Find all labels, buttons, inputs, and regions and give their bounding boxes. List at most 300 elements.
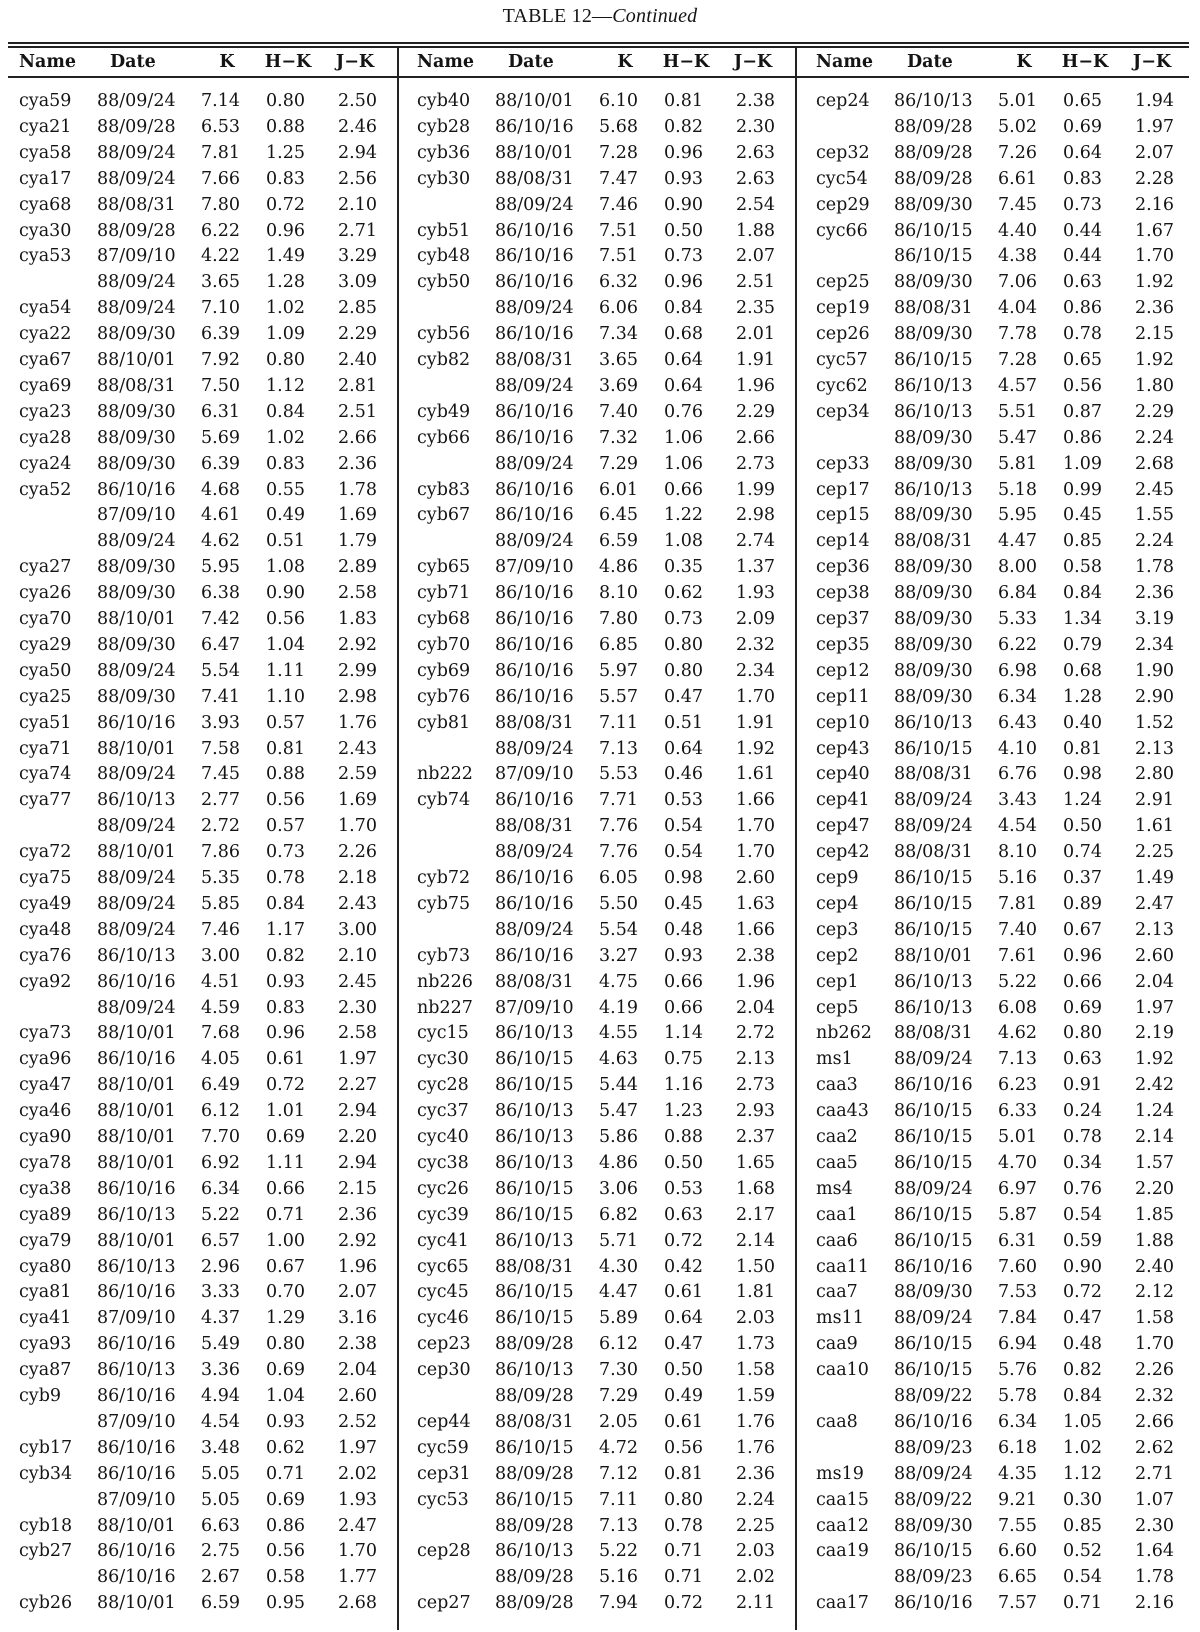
cell-jk: 1.88 — [736, 220, 775, 241]
cell-name: cep30 — [417, 1360, 471, 1381]
cell-date: 88/09/30 — [894, 1515, 973, 1536]
cell-name: cyb73 — [417, 945, 471, 966]
cell-date: 88/09/24 — [894, 1049, 973, 1070]
cell-name: cyc53 — [417, 1489, 469, 1510]
cell-k: 8.00 — [998, 557, 1037, 578]
cell-jk: 1.70 — [1135, 246, 1174, 267]
cell-date: 88/08/31 — [495, 816, 574, 837]
cell-k: 7.10 — [201, 298, 240, 319]
cell-k: 7.06 — [998, 272, 1037, 293]
cell-date: 86/10/15 — [894, 738, 973, 759]
cell-name: cyc26 — [417, 1178, 469, 1199]
cell-date: 88/09/30 — [894, 453, 973, 474]
cell-k: 5.05 — [201, 1489, 240, 1510]
cell-hk: 0.73 — [1063, 194, 1102, 215]
cell-k: 4.38 — [998, 246, 1037, 267]
cell-jk: 1.69 — [338, 505, 377, 526]
cell-hk: 0.63 — [1063, 1049, 1102, 1070]
cell-k: 5.16 — [599, 1567, 638, 1588]
cell-jk: 2.45 — [338, 971, 377, 992]
cell-name: caa3 — [816, 1075, 858, 1096]
cell-k: 5.54 — [599, 919, 638, 940]
cell-k: 6.34 — [998, 686, 1037, 707]
cell-date: 88/09/24 — [894, 816, 973, 837]
cell-hk: 0.74 — [1063, 842, 1102, 863]
cell-name: nb227 — [417, 997, 473, 1018]
cell-name: cyb74 — [417, 790, 471, 811]
cell-name — [816, 1435, 884, 1461]
cell-date: 88/09/24 — [97, 764, 176, 785]
cell-date: 88/08/31 — [894, 1023, 973, 1044]
cell-jk: 2.66 — [1135, 1411, 1174, 1432]
cell-hk: 0.86 — [266, 1515, 305, 1536]
cell-date: 86/10/13 — [97, 945, 176, 966]
cell-k: 7.76 — [599, 842, 638, 863]
cell-hk: 0.44 — [1063, 220, 1102, 241]
cell-name: cep11 — [816, 686, 870, 707]
cell-jk: 2.13 — [1135, 738, 1174, 759]
cell-name: cyb9 — [19, 1386, 62, 1406]
cell-hk: 0.81 — [1063, 738, 1102, 759]
cell-name: cyc59 — [417, 1437, 469, 1458]
cell-jk: 1.93 — [338, 1489, 377, 1510]
cell-k: 7.81 — [998, 893, 1037, 914]
cell-name: cyb50 — [417, 272, 471, 293]
cell-k: 7.13 — [998, 1049, 1037, 1070]
cell-hk: 0.85 — [1063, 1515, 1102, 1536]
cell-hk: 0.67 — [1063, 919, 1102, 940]
cell-hk: 0.80 — [1063, 1023, 1102, 1044]
cell-k: 5.97 — [599, 660, 638, 681]
cell-k: 5.01 — [998, 91, 1037, 111]
cell-date: 88/08/31 — [97, 375, 176, 396]
cell-k: 4.51 — [201, 971, 240, 992]
cell-hk: 0.45 — [664, 893, 703, 914]
cell-name — [19, 269, 87, 295]
cell-date: 86/10/16 — [495, 324, 574, 345]
cell-k: 7.80 — [201, 194, 240, 215]
cell-jk: 2.40 — [1135, 1256, 1174, 1277]
cell-k: 6.92 — [201, 1152, 240, 1173]
cell-name: cya49 — [19, 893, 72, 914]
cell-name — [417, 528, 485, 554]
cell-jk: 1.66 — [736, 790, 775, 811]
cell-name: cyc45 — [417, 1282, 469, 1303]
cell-date: 87/09/10 — [97, 246, 176, 267]
cell-jk: 2.72 — [736, 1023, 775, 1044]
cell-hk: 0.50 — [664, 220, 703, 241]
cell-name: cyb70 — [417, 634, 471, 655]
cell-k: 2.77 — [201, 790, 240, 811]
cell-date: 88/08/31 — [495, 1256, 574, 1277]
cell-name: cyb17 — [19, 1437, 73, 1458]
cell-k: 6.22 — [998, 634, 1037, 655]
cell-jk: 2.58 — [338, 1023, 377, 1044]
cell-name: cyc39 — [417, 1204, 469, 1225]
cell-jk: 2.90 — [1135, 686, 1174, 707]
cell-k: 5.22 — [998, 971, 1037, 992]
cell-date: 88/09/28 — [495, 1334, 574, 1355]
cell-hk: 0.51 — [664, 712, 703, 733]
cell-hk: 1.29 — [266, 1308, 305, 1329]
cell-date: 88/08/31 — [894, 842, 973, 863]
cell-k: 4.86 — [599, 557, 638, 578]
cell-jk: 2.93 — [736, 1101, 775, 1122]
cell-hk: 0.72 — [266, 1075, 305, 1096]
cell-hk: 0.69 — [1063, 116, 1102, 137]
cell-k: 6.82 — [599, 1204, 638, 1225]
cell-date: 86/10/15 — [894, 220, 973, 241]
cell-jk: 2.60 — [736, 868, 775, 888]
cell-k: 3.48 — [201, 1437, 240, 1458]
cell-name: caa8 — [816, 1411, 858, 1432]
cell-k: 5.89 — [599, 1308, 638, 1329]
cell-k: 6.38 — [201, 583, 240, 604]
cell-name — [19, 528, 87, 554]
cell-jk: 1.70 — [736, 686, 775, 707]
cell-jk: 2.38 — [736, 91, 775, 111]
cell-jk: 1.73 — [736, 1334, 775, 1355]
cell-k: 7.53 — [998, 1282, 1037, 1303]
cell-hk: 0.87 — [1063, 401, 1102, 422]
cell-k: 7.61 — [998, 945, 1037, 966]
cell-date: 86/10/15 — [894, 919, 973, 940]
cell-hk: 1.16 — [664, 1075, 703, 1096]
cell-jk: 2.12 — [1135, 1282, 1174, 1303]
cell-name: cya17 — [19, 168, 72, 189]
cell-name: cya74 — [19, 764, 72, 785]
cell-date: 88/08/31 — [894, 298, 973, 319]
cell-k: 7.92 — [201, 350, 240, 370]
cell-name: cya41 — [19, 1308, 72, 1329]
cell-k: 7.58 — [201, 738, 240, 759]
cell-date: 88/09/30 — [894, 583, 973, 604]
cell-jk: 1.66 — [736, 919, 775, 940]
cell-hk: 1.02 — [1063, 1437, 1102, 1458]
cell-k: 5.05 — [201, 1463, 240, 1484]
cell-name: cyb27 — [19, 1541, 73, 1562]
cell-hk: 0.65 — [1063, 350, 1102, 370]
cell-jk: 2.27 — [338, 1075, 377, 1096]
cell-jk: 2.34 — [736, 660, 775, 681]
cell-date: 88/09/28 — [97, 220, 176, 241]
cell-date: 86/10/15 — [495, 1282, 574, 1303]
cell-date: 86/10/13 — [495, 1023, 574, 1044]
cell-jk: 2.29 — [338, 324, 377, 345]
cell-date: 88/09/30 — [894, 634, 973, 655]
cell-hk: 0.50 — [664, 1152, 703, 1173]
cell-k: 5.49 — [201, 1334, 240, 1355]
cell-k: 7.28 — [998, 350, 1037, 370]
cell-date: 86/10/16 — [495, 893, 574, 914]
cell-k: 3.36 — [201, 1360, 240, 1381]
cell-name: caa1 — [816, 1204, 858, 1225]
cell-k: 6.10 — [599, 91, 638, 111]
cell-hk: 0.53 — [664, 790, 703, 811]
cell-date: 88/09/30 — [97, 324, 176, 345]
cell-hk: 1.09 — [266, 324, 305, 345]
cell-k: 4.37 — [201, 1308, 240, 1329]
cell-jk: 2.36 — [338, 453, 377, 474]
cell-k: 4.54 — [998, 816, 1037, 837]
cell-hk: 0.52 — [1063, 1541, 1102, 1562]
cell-hk: 1.11 — [266, 660, 305, 681]
cell-name: caa2 — [816, 1127, 858, 1147]
cell-name: cyc57 — [816, 350, 868, 370]
cell-name — [417, 1564, 485, 1590]
cell-jk: 2.07 — [1135, 142, 1174, 163]
cell-name: cep34 — [816, 401, 870, 422]
cell-k: 7.40 — [599, 401, 638, 422]
cell-hk: 0.56 — [266, 790, 305, 811]
cell-name: cya48 — [19, 919, 72, 940]
cell-name: nb262 — [816, 1023, 872, 1044]
cell-k: 7.42 — [201, 609, 240, 629]
cell-jk: 2.40 — [338, 350, 377, 370]
cell-name: cyc37 — [417, 1101, 469, 1122]
cell-jk: 1.94 — [1135, 91, 1174, 111]
table-title-main: TABLE 12— — [502, 5, 613, 27]
cell-jk: 2.01 — [736, 324, 775, 345]
cell-jk: 1.92 — [1135, 272, 1174, 293]
cell-date: 86/10/13 — [495, 1152, 574, 1173]
cell-name: cep36 — [816, 557, 870, 578]
cell-k: 5.18 — [998, 479, 1037, 500]
cell-hk: 0.34 — [1063, 1152, 1102, 1173]
cell-k: 6.39 — [201, 453, 240, 474]
cell-date: 86/10/16 — [495, 868, 574, 888]
cell-date: 88/10/01 — [97, 609, 176, 629]
cell-hk: 0.54 — [664, 816, 703, 837]
cell-k: 4.30 — [599, 1256, 638, 1277]
cell-k: 6.43 — [998, 712, 1037, 733]
cell-name: cya23 — [19, 401, 72, 422]
cell-hk: 1.12 — [1063, 1463, 1102, 1484]
cell-k: 4.63 — [599, 1049, 638, 1070]
cell-hk: 0.45 — [1063, 505, 1102, 526]
column-header-j-k: J−K — [1132, 52, 1172, 72]
cell-date: 86/10/13 — [894, 401, 973, 422]
cell-hk: 0.78 — [266, 868, 305, 888]
cell-jk: 2.07 — [338, 1282, 377, 1303]
cell-hk: 0.93 — [266, 971, 305, 992]
cell-jk: 2.16 — [1135, 194, 1174, 215]
cell-hk: 0.54 — [1063, 1204, 1102, 1225]
cell-hk: 0.66 — [664, 997, 703, 1018]
cell-k: 7.11 — [599, 1489, 638, 1510]
cell-date: 88/09/28 — [495, 1593, 574, 1614]
cell-jk: 1.83 — [338, 609, 377, 629]
cell-hk: 0.54 — [664, 842, 703, 863]
cell-hk: 0.63 — [1063, 272, 1102, 293]
cell-k: 5.95 — [201, 557, 240, 578]
cell-k: 6.47 — [201, 634, 240, 655]
cell-name: cya67 — [19, 350, 72, 370]
cell-name: cyb67 — [417, 505, 471, 526]
cell-date: 86/10/16 — [894, 1593, 973, 1614]
cell-k: 6.45 — [599, 505, 638, 526]
cell-jk: 2.20 — [338, 1127, 377, 1147]
cell-date: 86/10/16 — [495, 401, 574, 422]
cell-k: 5.81 — [998, 453, 1037, 474]
column-header-k: K — [219, 52, 235, 72]
cell-jk: 1.67 — [1135, 220, 1174, 241]
cell-jk: 1.63 — [736, 893, 775, 914]
cell-k: 7.57 — [998, 1593, 1037, 1614]
cell-k: 6.05 — [599, 868, 638, 888]
cell-k: 6.31 — [998, 1230, 1037, 1251]
cell-k: 5.85 — [201, 893, 240, 914]
cell-date: 86/10/15 — [495, 1489, 574, 1510]
cell-jk: 2.63 — [736, 168, 775, 189]
cell-hk: 0.58 — [1063, 557, 1102, 578]
cell-name: cyb82 — [417, 350, 471, 370]
cell-k: 3.65 — [599, 350, 638, 370]
cell-date: 88/09/28 — [894, 142, 973, 163]
cell-k: 7.76 — [599, 816, 638, 837]
cell-date: 88/08/31 — [495, 168, 574, 189]
cell-name — [816, 1383, 884, 1409]
cell-name: cyb40 — [417, 91, 471, 111]
cell-k: 7.51 — [599, 246, 638, 267]
cell-k: 2.96 — [201, 1256, 240, 1277]
cell-date: 86/10/16 — [495, 272, 574, 293]
cell-date: 86/10/15 — [495, 1178, 574, 1199]
cell-name: cep23 — [417, 1334, 471, 1355]
cell-k: 5.02 — [998, 116, 1037, 137]
cell-name: cya78 — [19, 1152, 72, 1173]
cell-hk: 1.24 — [1063, 790, 1102, 811]
cell-date: 88/09/24 — [97, 997, 176, 1018]
cell-k: 6.65 — [998, 1567, 1037, 1588]
cell-name: cya25 — [19, 686, 72, 707]
cell-hk: 0.37 — [1063, 868, 1102, 888]
cell-hk: 0.58 — [266, 1567, 305, 1588]
cell-date: 88/09/24 — [495, 738, 574, 759]
cell-name — [816, 425, 884, 451]
cell-date: 88/10/01 — [97, 1515, 176, 1536]
cell-k: 7.50 — [201, 375, 240, 396]
cell-name: cep17 — [816, 479, 870, 500]
cell-hk: 0.95 — [266, 1593, 305, 1614]
cell-k: 6.59 — [599, 531, 638, 552]
cell-jk: 2.81 — [338, 375, 377, 396]
cell-hk: 0.40 — [1063, 712, 1102, 733]
cell-k: 5.87 — [998, 1204, 1037, 1225]
cell-date: 88/08/31 — [495, 350, 574, 370]
cell-name: cya68 — [19, 194, 72, 215]
cell-name: cya26 — [19, 583, 72, 604]
cell-jk: 2.66 — [338, 427, 377, 448]
cell-jk: 2.73 — [736, 453, 775, 474]
cell-hk: 0.42 — [664, 1256, 703, 1277]
cell-jk: 2.34 — [1135, 634, 1174, 655]
cell-name: cyb51 — [417, 220, 471, 241]
cell-hk: 0.56 — [1063, 375, 1102, 396]
cell-name: cep3 — [816, 919, 859, 940]
cell-jk: 1.61 — [1135, 816, 1174, 837]
cell-jk: 1.70 — [736, 816, 775, 837]
cell-name: cep43 — [816, 738, 870, 759]
cell-k: 4.10 — [998, 738, 1037, 759]
cell-k: 6.98 — [998, 660, 1037, 681]
cell-k: 3.93 — [201, 712, 240, 733]
cell-jk: 1.85 — [1135, 1204, 1174, 1225]
cell-name: cyb56 — [417, 324, 471, 345]
cell-hk: 0.84 — [266, 893, 305, 914]
cell-jk: 2.13 — [1135, 919, 1174, 940]
cell-name — [417, 1383, 485, 1409]
cell-k: 7.78 — [998, 324, 1037, 345]
cell-date: 88/09/24 — [97, 91, 176, 111]
cell-hk: 1.06 — [664, 453, 703, 474]
cell-date: 88/09/30 — [894, 557, 973, 578]
cell-jk: 2.09 — [736, 609, 775, 629]
cell-hk: 1.02 — [266, 427, 305, 448]
cell-name: cyc30 — [417, 1049, 469, 1070]
cell-name: cep35 — [816, 634, 870, 655]
cell-k: 5.22 — [599, 1541, 638, 1562]
cell-k: 6.84 — [998, 583, 1037, 604]
cell-name: cya29 — [19, 634, 72, 655]
cell-jk: 2.14 — [736, 1230, 775, 1251]
cell-jk: 1.58 — [736, 1360, 775, 1381]
cell-jk: 2.35 — [736, 298, 775, 319]
cell-k: 6.94 — [998, 1334, 1037, 1355]
cell-jk: 2.13 — [736, 1049, 775, 1070]
cell-name: cep31 — [417, 1463, 471, 1484]
cell-name — [417, 373, 485, 399]
cell-date: 88/08/31 — [97, 194, 176, 215]
cell-name: cyb76 — [417, 686, 471, 707]
cell-hk: 0.73 — [266, 842, 305, 863]
cell-date: 86/10/16 — [495, 686, 574, 707]
cell-date: 88/10/01 — [97, 1101, 176, 1122]
cell-date: 86/10/15 — [894, 1230, 973, 1251]
cell-date: 88/09/24 — [495, 194, 574, 215]
cell-k: 9.21 — [998, 1489, 1037, 1510]
cell-jk: 2.71 — [338, 220, 377, 241]
cell-jk: 1.81 — [736, 1282, 775, 1303]
cell-date: 88/10/01 — [97, 1075, 176, 1096]
cell-hk: 0.66 — [1063, 971, 1102, 992]
cell-jk: 2.38 — [736, 945, 775, 966]
cell-hk: 0.80 — [664, 660, 703, 681]
cell-date: 86/10/13 — [894, 997, 973, 1018]
cell-k: 4.57 — [998, 375, 1037, 396]
cell-date: 88/09/24 — [495, 298, 574, 319]
cell-jk: 2.25 — [1135, 842, 1174, 863]
cell-k: 7.14 — [201, 91, 240, 111]
cell-jk: 2.32 — [1135, 1386, 1174, 1406]
cell-jk: 2.04 — [338, 1360, 377, 1381]
cell-jk: 2.14 — [1135, 1127, 1174, 1147]
cell-hk: 0.80 — [664, 1489, 703, 1510]
cell-date: 86/10/13 — [894, 479, 973, 500]
cell-jk: 3.00 — [338, 919, 377, 940]
cell-k: 2.67 — [201, 1567, 240, 1588]
cell-k: 7.86 — [201, 842, 240, 863]
cell-hk: 0.80 — [664, 634, 703, 655]
cell-date: 86/10/13 — [894, 712, 973, 733]
cell-date: 86/10/13 — [97, 1256, 176, 1277]
cell-hk: 0.71 — [266, 1463, 305, 1484]
cell-date: 86/10/16 — [97, 479, 176, 500]
cell-name: caa6 — [816, 1230, 858, 1251]
cell-name: cep33 — [816, 453, 870, 474]
cell-hk: 0.64 — [664, 738, 703, 759]
cell-hk: 0.88 — [266, 116, 305, 137]
